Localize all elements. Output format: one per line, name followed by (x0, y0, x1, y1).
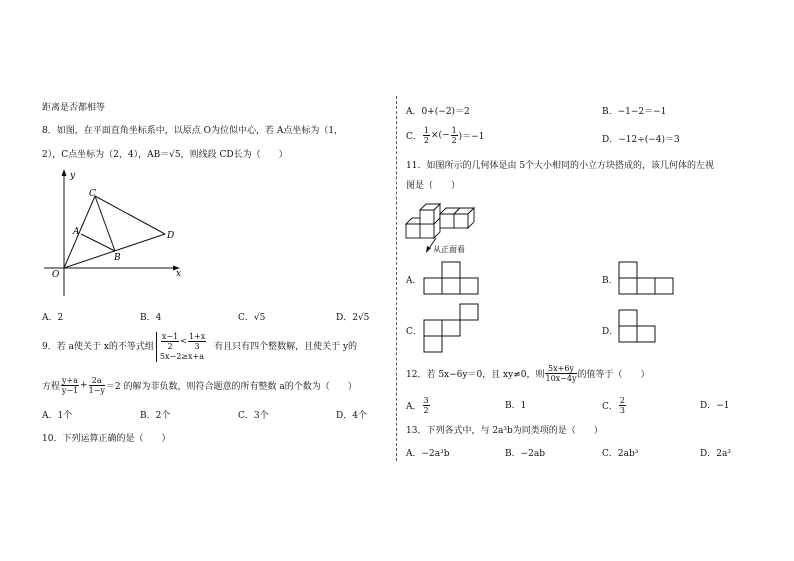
q9-option-b[interactable]: B．2个 (140, 411, 171, 421)
q11-option-c-label[interactable]: C． (406, 327, 422, 337)
q8-option-a[interactable]: A．2 (42, 313, 64, 323)
x-axis-label: x (176, 269, 182, 279)
q8-coordinate-figure (40, 164, 190, 300)
q13-option-a[interactable]: A．−2a³b (406, 449, 450, 459)
q9-option-d[interactable]: D．4个 (336, 411, 367, 421)
q11-option-a-label[interactable]: A． (406, 276, 422, 286)
q12-option-d[interactable]: D．−1 (700, 401, 730, 411)
q12-fraction: $\frac{5x+6y}{10x-4y}$ (545, 364, 577, 383)
q8-option-d[interactable]: D．2√5 (336, 313, 370, 323)
q11-option-d-label[interactable]: D． (602, 327, 619, 337)
q9-line2: 方程 $\frac{y+a}{y-1}$ + $\frac{2a}{1-y}$ ＝2 的解为非负数，则符合题意的所有整数 a的个数为（ ） (42, 376, 357, 395)
q12-text: 12．若 5x−6y＝0，且 xy≠0，则 $\frac{5x+6y}{10x-4y}$ 的值等于（ ） (406, 364, 650, 383)
origin-label: O (52, 270, 60, 280)
q12-option-a[interactable]: A． $\frac{3}{2}$ (406, 396, 429, 415)
q8-text-line2: 2），C点坐标为（2，4），AB＝√5，则线段 CD长为（ ） (42, 150, 288, 160)
q9-inequality-system: $\frac{x-1}{2}$ < $\frac{1+x}{3}$ 5x−2≥x+a (156, 332, 207, 362)
q10-option-b[interactable]: B．−1−2＝−1 (602, 107, 667, 117)
q10-text: 10．下列运算正确的是（ ） (42, 434, 171, 444)
q9-suffix: 有且只有四个整数解，且使关于 y的 (214, 342, 358, 352)
point-c-label: C (89, 189, 96, 199)
q9-fraction-1: $\frac{y+a}{y-1}$ (61, 376, 79, 395)
q12-option-c[interactable]: C． $\frac{2}{3}$ (602, 396, 625, 415)
q11-option-c-view[interactable] (422, 300, 484, 356)
q8-option-c[interactable]: C．√5 (238, 313, 266, 323)
q11-option-b-label[interactable]: B． (602, 276, 618, 286)
q9-option-a[interactable]: A．1个 (42, 411, 73, 421)
point-a-label: A (73, 227, 80, 237)
q11-cube-solid-figure (402, 194, 492, 258)
q13-option-b[interactable]: B．−2ab (505, 449, 546, 459)
q11-option-a-view[interactable] (422, 258, 484, 298)
q8-option-b[interactable]: B．4 (140, 313, 162, 323)
q9-prefix: 9．若 a使关于 x的不等式组 (42, 342, 154, 352)
carryover-text: 距离是否都相等 (42, 103, 106, 113)
q13-option-d[interactable]: D．2a³ (700, 449, 731, 459)
q11-arrow-label: 从正面看 (433, 245, 465, 254)
q9-line1 (42, 332, 357, 362)
q10-option-a[interactable]: A．0+(−2)＝2 (406, 107, 470, 117)
q9-option-c[interactable]: C．3个 (238, 411, 269, 421)
column-divider (396, 96, 397, 461)
q13-text: 13．下列各式中，与 2a³b为同类项的是（ ） (406, 426, 603, 436)
q9-fraction-2: $\frac{2a}{1-y}$ (88, 376, 105, 395)
q12-option-b[interactable]: B．1 (505, 401, 527, 411)
q13-option-c[interactable]: C．2ab³ (602, 449, 639, 459)
q11-text-line2: 图是（ ） (406, 181, 461, 191)
q11-option-d-view[interactable] (617, 306, 661, 356)
q8-text-line1: 8．如图，在平面直角坐标系中，以原点 O为位似中心，若 A点坐标为（1， (42, 126, 344, 136)
q11-text-line1: 11．如图所示的几何体是由 5个大小相同的小立方块搭成的，该几何体的左视 (406, 161, 715, 171)
q10-option-c[interactable]: C． $\frac{1}{2}$ ×(− $\frac{1}{2}$ )＝−1 (406, 126, 485, 145)
q11-option-b-view[interactable] (617, 258, 679, 298)
q10-option-d[interactable]: D．−12÷(−4)＝3 (602, 135, 680, 145)
y-axis-label: y (70, 171, 76, 181)
point-d-label: D (167, 231, 175, 241)
point-b-label: B (114, 253, 121, 263)
